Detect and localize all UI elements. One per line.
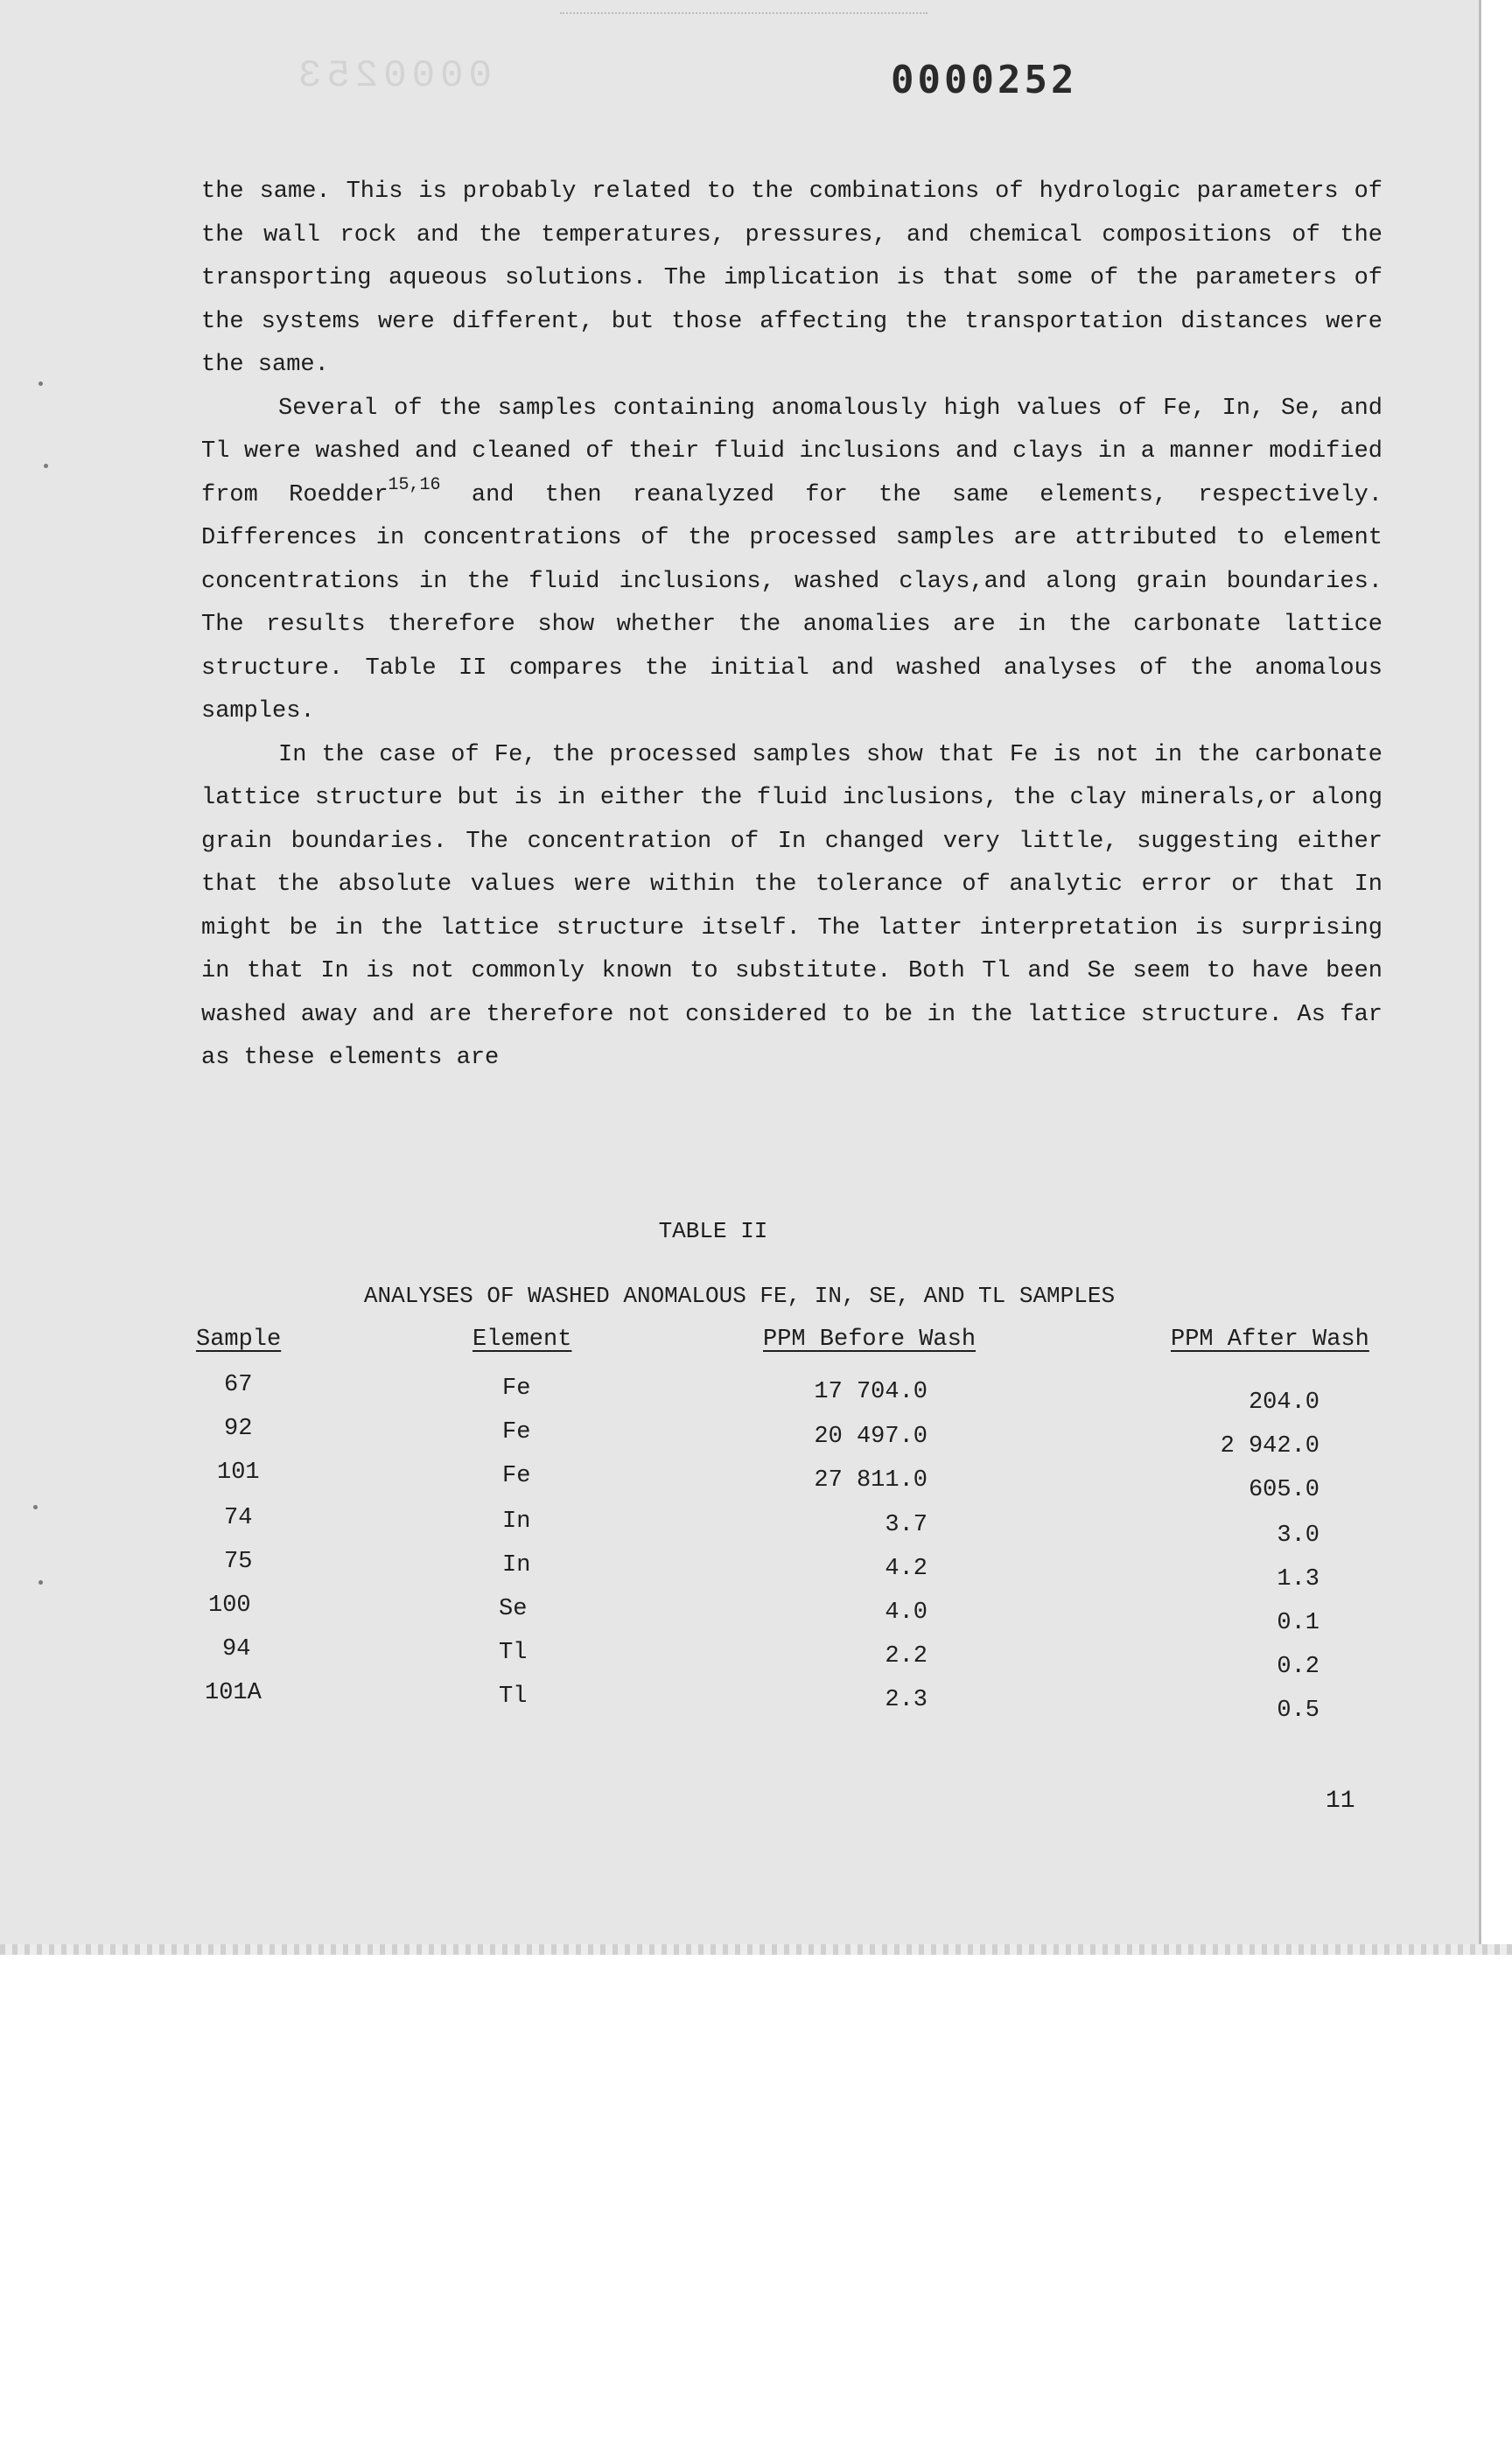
cell-element: Fe <box>502 1419 531 1446</box>
paragraph-2-part-b: and then reanalyzed for the same elements, respectively. Differences in concentrations of the processed samples are attributed to element concentrations in the fluid inclusions, washed clays,and along grain boundaries. The results therefore show whether the anomalies are in the carbonate lattice structure. Table II compares the initial and washed analyses of the anomalous samples. <box>201 481 1382 724</box>
cell-sample: 101 <box>217 1460 260 1486</box>
table-title: ANALYSES OF WASHED ANOMALOUS FE, IN, SE, AND TL SAMPLES <box>363 1283 1116 1309</box>
cell-before: 3.7 <box>885 1512 928 1538</box>
cell-sample: 67 <box>224 1372 253 1398</box>
paragraph-2 <box>201 388 1382 734</box>
cell-before: 17 704.0 <box>814 1379 928 1405</box>
cell-after: 605.0 <box>1248 1477 1320 1503</box>
cell-after: 2 942.0 <box>1220 1433 1320 1460</box>
sheet-bottom-edge <box>0 1944 1512 1955</box>
cell-before: 27 811.0 <box>814 1467 928 1494</box>
column-header-sample: Sample <box>196 1326 282 1353</box>
cell-element: In <box>502 1552 531 1578</box>
cell-element: Fe <box>502 1376 531 1402</box>
cell-element: In <box>502 1508 531 1535</box>
top-margin-marks <box>560 0 928 14</box>
page-number: 11 <box>1326 1788 1355 1815</box>
margin-speck <box>44 464 48 468</box>
citation-superscript: 15,16 <box>388 474 441 495</box>
cell-sample: 75 <box>224 1549 253 1575</box>
cell-element: Se <box>499 1596 528 1622</box>
table-number: TABLE II <box>658 1218 768 1244</box>
cell-before: 2.3 <box>885 1687 928 1713</box>
cell-after: 0.2 <box>1277 1654 1320 1680</box>
paragraph-3: In the case of Fe, the processed samples show that Fe is not in the carbonate lattice structure but is in either the fluid inclusions, the clay minerals,or along grain boundaries. The concentration of In changed very little, suggesting either that the absolute values were within the tolerance of analytic error or that In might be in the lattice structure itself. The latter interpretation is surprising in that In is not commonly known to substitute. Both Tl and Se seem to have been washed away and are therefore not considered to be in the lattice structure. As far as these elements are <box>201 741 1382 1071</box>
cell-sample: 92 <box>224 1416 253 1442</box>
body-text <box>201 171 1382 1081</box>
cell-element: Tl <box>499 1640 528 1666</box>
cell-sample: 74 <box>224 1505 253 1531</box>
document-number: 0000252 <box>891 58 1078 102</box>
cell-sample: 94 <box>222 1636 251 1662</box>
cell-before: 4.0 <box>885 1600 928 1626</box>
column-header-before: PPM Before Wash <box>763 1326 976 1353</box>
cell-before: 4.2 <box>885 1556 928 1582</box>
cell-after: 1.3 <box>1277 1566 1320 1592</box>
cell-sample: 101A <box>205 1680 262 1706</box>
cell-element: Fe <box>502 1463 531 1489</box>
column-header-element: Element <box>472 1326 572 1353</box>
paragraph-2-part-a: Several of the samples containing anomalously high values of Fe, In, Se, and Tl were washed and cleaned of their fluid inclusions and clays in a manner modified from Roedder <box>201 395 1382 508</box>
margin-speck <box>33 1505 38 1509</box>
cell-after: 3.0 <box>1277 1522 1320 1549</box>
cell-after: 0.5 <box>1277 1698 1320 1724</box>
cell-before: 2.2 <box>885 1643 928 1670</box>
margin-speck <box>38 1580 43 1585</box>
column-header-after: PPM After Wash <box>1171 1326 1369 1353</box>
cell-after: 0.1 <box>1277 1610 1320 1636</box>
cell-element: Tl <box>499 1684 528 1710</box>
margin-speck <box>38 382 43 386</box>
cell-after: 204.0 <box>1248 1390 1320 1416</box>
cell-sample: 100 <box>208 1592 251 1619</box>
bleed-through-number: 0000253 <box>293 54 492 98</box>
paragraph-1: the same. This is probably related to the combinations of hydrologic parameters of the wall rock and the temperatures, pressures, and chemical compositions of the transporting aqueous solutions. The implication is that some of the parameters of the systems were different, but those affecting the transportation distances were the same. <box>201 178 1382 378</box>
cell-before: 20 497.0 <box>814 1424 928 1450</box>
